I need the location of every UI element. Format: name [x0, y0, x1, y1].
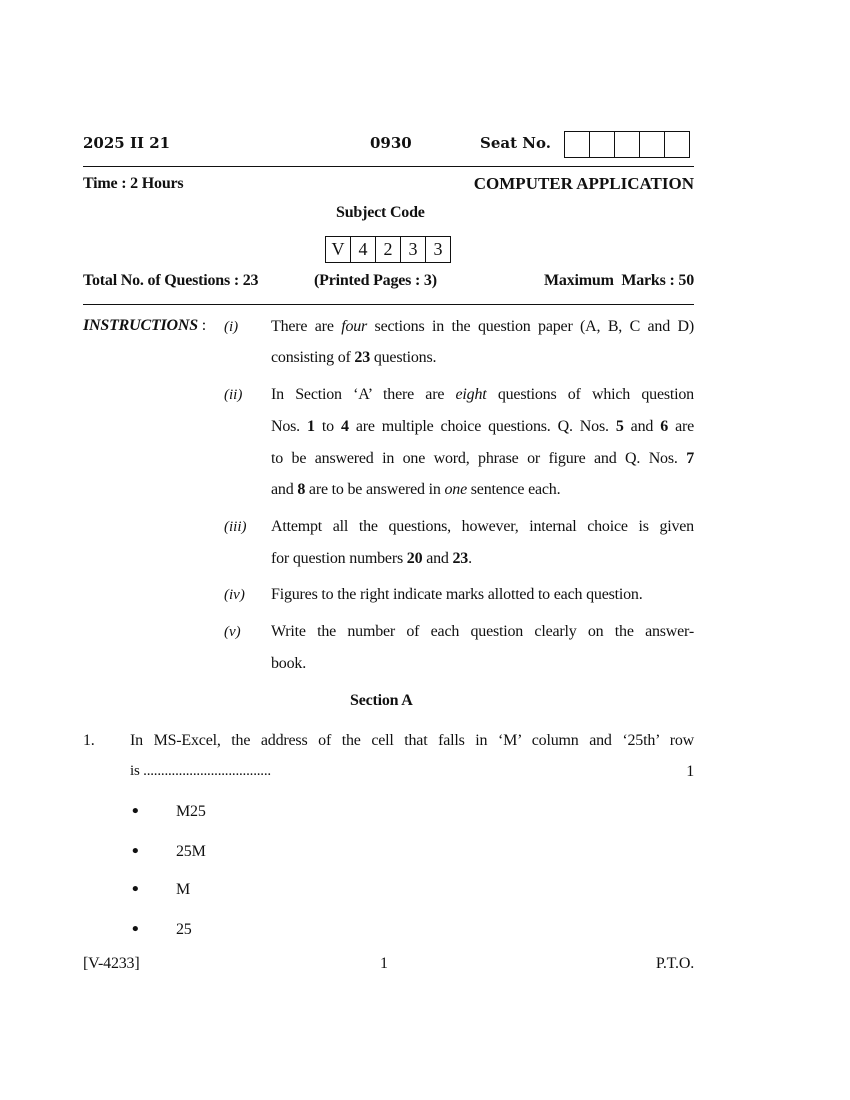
- instruction-line: [271, 318, 694, 336]
- instruction-text: to: [314, 418, 341, 435]
- subject-code-boxes: [325, 236, 451, 263]
- footer-code: [V-4233]: [83, 955, 140, 972]
- printed-pages: (Printed Pages : 3): [314, 272, 437, 289]
- instruction-text: eight: [455, 386, 487, 403]
- option-3: M: [176, 881, 191, 898]
- instruction-text: and: [623, 418, 661, 435]
- code-digit: 2: [376, 237, 401, 262]
- instruction-text: book.: [271, 655, 307, 672]
- option-4: 25: [176, 921, 192, 938]
- divider: [83, 304, 694, 305]
- subject-code-label: Subject Code: [336, 204, 425, 221]
- instruction-line: [271, 450, 694, 468]
- instruction-text: are: [668, 418, 694, 435]
- bullet-icon: •: [130, 801, 141, 822]
- instruction-text: In Section ‘A’ there are: [271, 386, 456, 403]
- paper-code: 2025 II 21: [83, 134, 171, 152]
- instruction-line: [271, 481, 694, 499]
- instruction-text: 1: [307, 418, 315, 435]
- question-marks: 1: [686, 763, 694, 780]
- page-number: 1: [380, 955, 388, 972]
- instruction-text: 23: [452, 550, 469, 567]
- instruction-label: (v): [224, 624, 241, 640]
- instruction-line: [271, 418, 694, 436]
- bullet-icon: •: [130, 879, 141, 900]
- seat-number-boxes: [564, 131, 690, 158]
- instruction-label: (ii): [224, 387, 243, 403]
- code-digit: 3: [401, 237, 426, 262]
- instruction-text: Write the number of each question clearly on the answer-: [271, 623, 694, 640]
- instruction-text: questions.: [370, 349, 437, 366]
- instruction-line: [271, 586, 694, 604]
- instruction-text: 8: [297, 481, 306, 498]
- seat-label: Seat No.: [480, 134, 551, 152]
- instruction-text: 7: [686, 450, 694, 467]
- instruction-text: are multiple choice questions. Q. Nos.: [348, 418, 616, 435]
- instruction-text: There are: [271, 318, 342, 335]
- instruction-text: and: [422, 550, 453, 567]
- code-digit: 3: [433, 239, 443, 259]
- code-digit: 4: [351, 237, 376, 262]
- instruction-line: [271, 349, 694, 367]
- instruction-text: 4: [340, 418, 349, 435]
- instruction-line: [271, 550, 694, 568]
- instruction-text: 23: [354, 349, 371, 366]
- instruction-text: one: [444, 481, 467, 498]
- question-text-cont: is ....................................: [130, 763, 271, 779]
- instruction-text: for question numbers: [271, 550, 407, 567]
- bullet-icon: •: [130, 919, 141, 940]
- option-1: M25: [176, 803, 206, 820]
- section-title: Section A: [350, 692, 413, 709]
- question-text: In MS-Excel, the address of the cell that falls in ‘M’ column and ‘25th’ row: [130, 732, 694, 749]
- instruction-line: [271, 623, 694, 641]
- subject-title: COMPUTER APPLICATION: [473, 174, 694, 193]
- instruction-text: sentence each.: [466, 481, 561, 498]
- instruction-text: consisting of: [271, 349, 355, 366]
- instruction-text: sections in the question paper (A, B, C and D): [367, 318, 694, 335]
- instruction-text: are to be answered in: [305, 481, 445, 498]
- maximum-marks: Maximum Marks : 50: [544, 272, 694, 289]
- instruction-text: and: [271, 481, 298, 498]
- instruction-line: [271, 655, 694, 673]
- instruction-text: questions of which question: [486, 386, 694, 403]
- option-2: 25M: [176, 843, 206, 860]
- instruction-label: (iv): [224, 587, 245, 603]
- instruction-text: Nos.: [271, 418, 308, 435]
- bullet-icon: •: [130, 841, 141, 862]
- instruction-text: four: [341, 318, 368, 335]
- question-number: 1.: [83, 732, 95, 749]
- divider: [83, 166, 694, 167]
- instruction-line: [271, 386, 694, 404]
- pto-label: P.T.O.: [655, 955, 694, 972]
- instruction-text: Attempt all the questions, however, internal choice is given: [271, 518, 694, 535]
- instruction-label: (i): [224, 319, 239, 335]
- instruction-text: Figures to the right indicate marks allotted to each question.: [271, 586, 643, 603]
- instruction-text: 20: [406, 550, 423, 567]
- time-code: 0930: [370, 134, 412, 152]
- instruction-line: [271, 518, 694, 536]
- instructions-heading: INSTRUCTIONS :: [83, 317, 210, 334]
- code-digit: V: [326, 237, 351, 262]
- instruction-label: (iii): [224, 519, 247, 535]
- instruction-text: 5: [615, 418, 624, 435]
- instruction-text: .: [468, 550, 472, 567]
- total-questions: Total No. of Questions : 23: [83, 272, 259, 289]
- instruction-text: to be answered in one word, phrase or figure and Q. Nos.: [271, 450, 687, 467]
- instruction-text: 6: [660, 418, 669, 435]
- time-allowed: Time : 2 Hours: [83, 175, 184, 192]
